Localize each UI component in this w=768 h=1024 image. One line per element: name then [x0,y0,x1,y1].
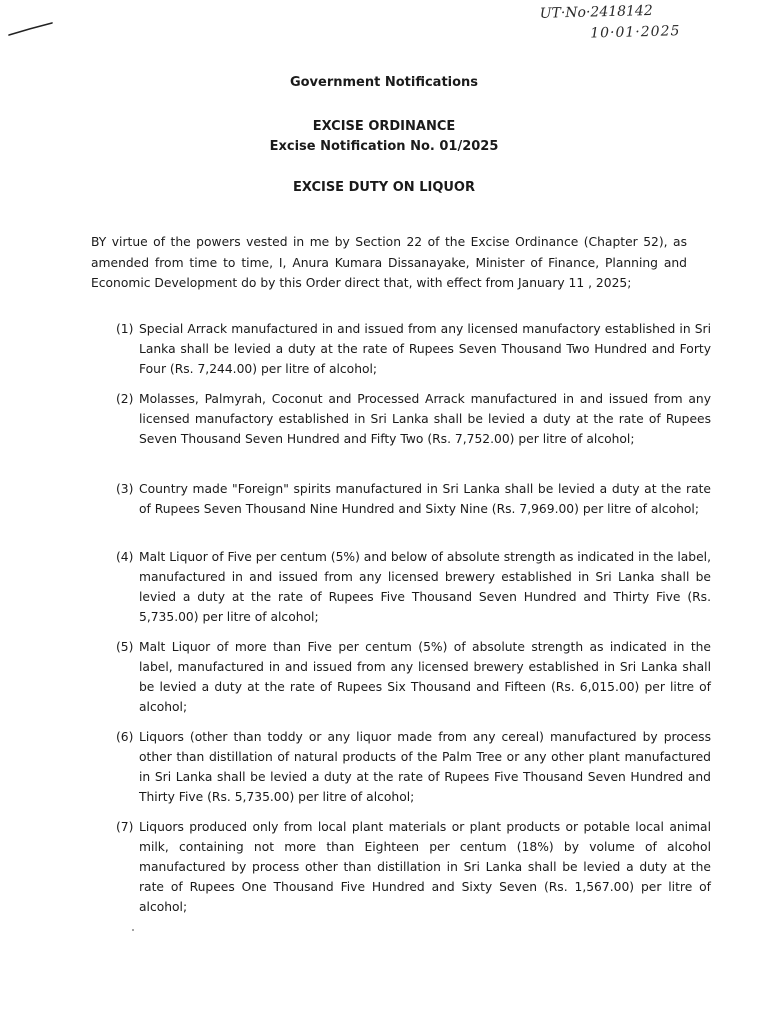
clause-item [116,389,711,449]
clause-number: (3) [116,482,134,496]
clause-number: (6) [116,730,134,744]
handwritten-reference-stamp [539,0,680,46]
notification-number: Excise Notification No. 01/2025 [269,139,499,154]
clause-number: (2) [116,392,134,406]
stamp-date: 10·01·2025 [590,23,681,42]
preamble-paragraph: BY virtue of the powers vested in me by Section 22 of the Excise Ordinance (Chapter 52), as amended from time to time, I, Anura Kumara Dissanayake, Minister of Finance, Planning and Economic Development do by this Order direct that, with effect from January 11 , 2025; [91,235,687,290]
stamp-reference-number: UT·No·2418142 [539,2,653,22]
subject-heading: EXCISE DUTY ON LIQUOR [293,180,475,195]
clause-item [116,479,711,519]
clause-number: (1) [116,322,134,336]
clause-number: (7) [116,820,134,834]
clause-text: Country made "Foreign" spirits manufactured in Sri Lanka shall be levied a duty at the rate of Rupees Seven Thousand Nine Hundred and Sixty Nine (Rs. 7,969.00) per litre of alcohol; [139,482,711,516]
clause-item [116,727,711,807]
section-heading: Government Notifications [289,75,479,90]
pen-stroke-mark [8,22,54,38]
clause-item [116,817,711,917]
clause-text: Malt Liquor of Five per centum (5%) and below of absolute strength as indicated in the label, manufactured in and issued from any licensed brewery established in Sri Lanka shall be levied a duty at the rate of Rupees Five Thousand Seven Hundred and Thirty Five (Rs. 5,735.00) per litre of alcohol; [139,550,711,624]
clause-item [116,319,711,379]
clause-item [116,547,711,627]
ordinance-heading-block [0,117,768,157]
clause-number: (4) [116,550,134,564]
ordinance-title: EXCISE ORDINANCE [312,119,456,134]
clause-text: Malt Liquor of more than Five per centum (5%) of absolute strength as indicated in the label, manufactured in and issued from any licensed brewery established in Sri Lanka shall be levied a duty at the rate of Rupees Six Thousand and Fifteen (Rs. 6,015.00) per litre of alcohol; [139,640,711,714]
scan-speck [132,929,134,931]
clause-text: Liquors (other than toddy or any liquor made from any cereal) manufactured by process other than distillation of natural products of the Palm Tree or any other plant manufactured in Sri Lanka shall be levied a duty at the rate of Rupees Five Thousand Seven Hundred and Thirty Five (Rs. 5,735.00) per litre of alcohol; [139,730,711,804]
clause-text: Molasses, Palmyrah, Coconut and Processed Arrack manufactured in and issued from any licensed manufactory established in Sri Lanka shall be levied a duty at the rate of Rupees Seven Thousand Seven Hundred and Fifty Two (Rs. 7,752.00) per litre of alcohol; [139,392,711,446]
clause-item [116,637,711,717]
clause-text: Liquors produced only from local plant materials or plant products or potable local animal milk, containing not more than Eighteen per centum (18%) by volume of alcohol manufactured by process other than distillation in Sri Lanka shall be levied a duty at the rate of Rupees One Thousand Five Hundred and Sixty Seven (Rs. 1,567.00) per litre of alcohol; [139,820,711,914]
clause-text: Special Arrack manufactured in and issued from any licensed manufactory established in Sri Lanka shall be levied a duty at the rate of Rupees Seven Thousand Two Hundred and Forty Four (Rs. 7,244.00) per litre of alcohol; [139,322,711,376]
clause-number: (5) [116,640,134,654]
